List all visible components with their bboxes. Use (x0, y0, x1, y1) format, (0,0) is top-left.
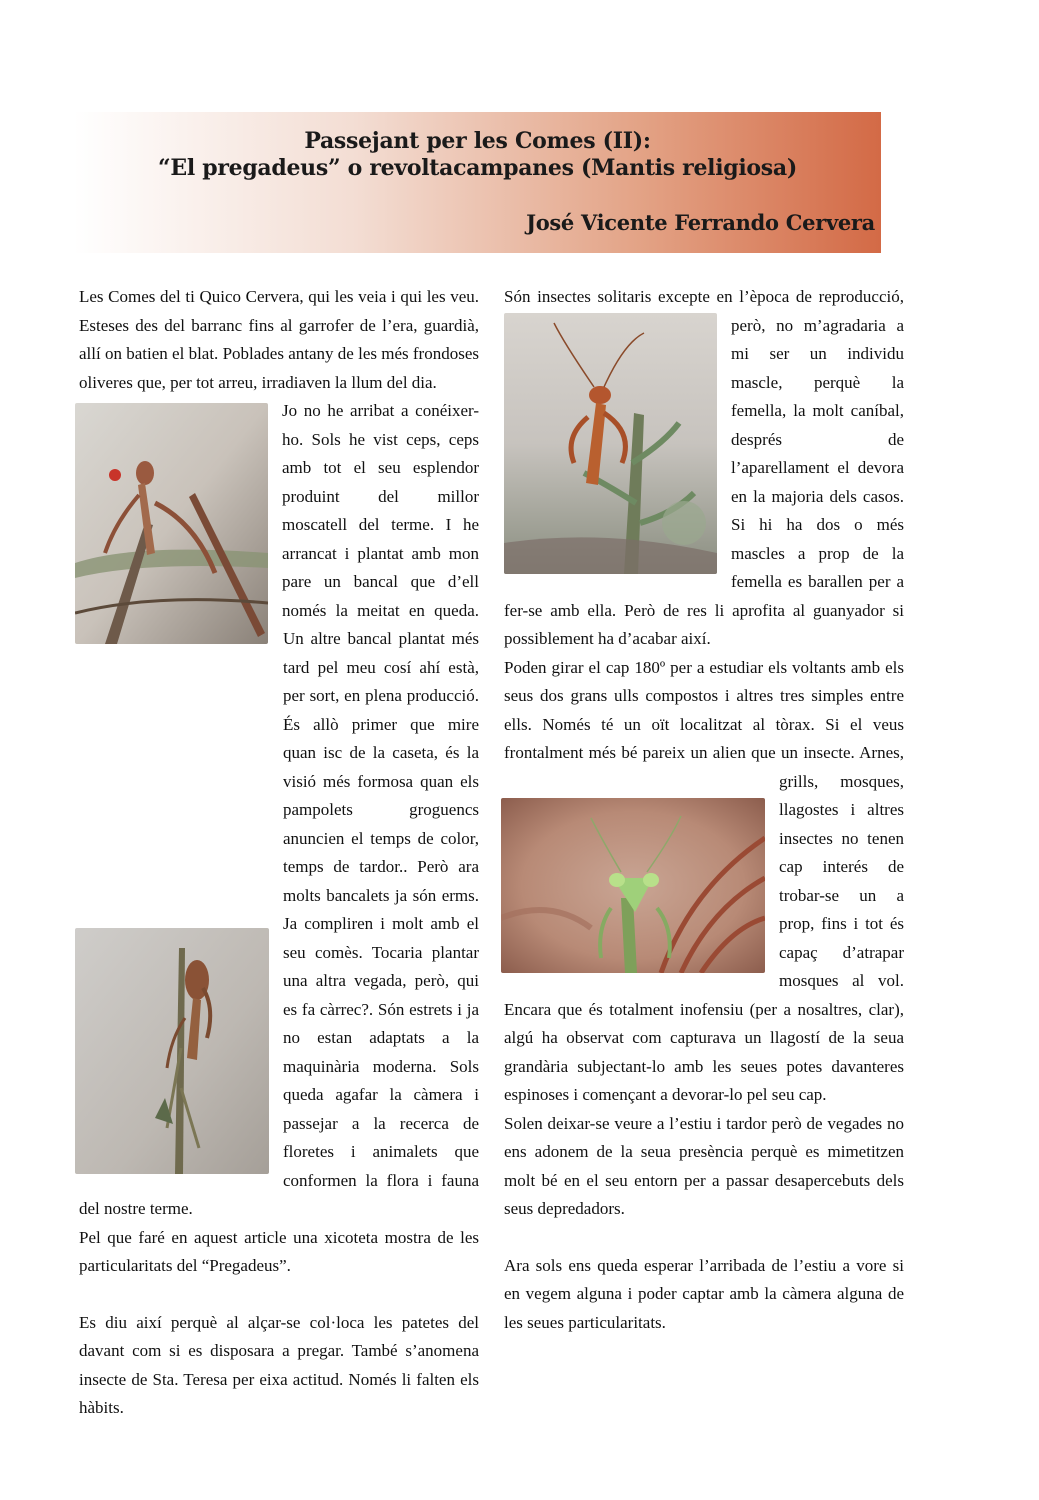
mantis-photo-3 (504, 313, 717, 574)
article-header (74, 112, 881, 253)
article-title-line-1: Passejant per les Comes (II): (304, 128, 651, 154)
left-lower-wrap (79, 397, 479, 1423)
right-paragraph-2: Poden girar el cap 180º per a estudiar els voltants amb els seus dos grans ulls compostos i altres tres simples entre ells. Només té un oït localitzat al tòrax. Si el veus frontalment més bé pareix un alien que un insecte. Arnes, grills, mosques, llagostes i altres insectes no tenen cap interés de trobar-se un a prop, fins i tot és capaç d’atrapar mosques al vol. Encara que és totalment inofensiu (per a nosaltres, clar), algú ha observat com capturava un llagostí de la seua grandària subjectant-lo amb les seues potes davanteres espinoses i començant a devorar-lo pel seu cap. (504, 657, 904, 1104)
right-paragraph-2-wrap (504, 654, 904, 1110)
left-paragraph-1: Les Comes del ti Quico Cervera, qui les veia i qui les veu. Esteses des del barranc fins al garrofer de l’era, guardià, allí on batien el blat. Poblades antany de les més frondoses oliveres que, per tot arreu, irradiaven la llum del dia. (79, 287, 479, 392)
right-column (504, 283, 904, 1337)
left-paragraph-4: Es diu així perquè al alçar-se col·loca les patetes del davant com si es disposara a pregar. També s’anomena insecte de Sta. Teresa per eixa actitud. Només li falten els hàbits. (79, 1312, 479, 1417)
right-paragraph-3: Solen deixar-se veure a l’estiu i tardor però de vegades no ens adonem de la seua presència perquè es mimetitzen molt bé en el seu entorn per a passar desapercebuts dels seus depredadors. (504, 1113, 904, 1218)
article-title-line-2: “El pregadeus” o revoltacampanes (Mantis religiosa) (158, 155, 797, 181)
left-column (79, 283, 479, 1423)
right-paragraph-1: Són insectes solitaris excepte en l’època de reproducció, però, no m’agradaria a mi ser un individu mascle, perquè la femella, la molt caníbal, després de l’aparellament el devora en la majoria dels casos. Si hi ha dos o més mascles a prop de la femella es barallen per a fer-se amb ella. Però de res li aprofita al guanyador si possiblement ha d’acabar així. (504, 287, 904, 648)
left-spacer-2 (79, 1281, 479, 1309)
left-paragraph-3: Pel que faré en aquest article una xicoteta mostra de les particularitats del “Pregadeus”. (79, 1227, 479, 1275)
mantis-photo-2 (75, 928, 269, 1174)
mantis-photo-1 (75, 403, 268, 644)
article-author: José Vicente Ferrando Cervera (526, 210, 875, 235)
mantis-photo-4 (501, 798, 765, 973)
right-paragraph-4: Ara sols ens queda esperar l’arribada de l’estiu a vore si en vegem alguna i poder captar amb la càmera alguna de les seues particularitats. (504, 1255, 904, 1332)
right-spacer (504, 1224, 904, 1252)
left-paragraph-2-text: Jo no he arribat a conéixer-ho. Sols he vist ceps, ceps amb tot el seu esplendor produint del millor moscatell del terme. I he arrancat i plantat amb mon pare un bancal que d’ell només la meitat en queda. Un altre bancal plantat més tard pel meu cosí ahí està, per sort, en plena producció. És allò primer que mire quan isc de la caseta, és la visió més formosa quan els pampolets groguencs anuncien el temps de color, temps de tardor.. Però ara molts bancalets ja són erms. Ja compliren i molt amb el seu comès. Tocaria plantar una altra vegada, però, qui es fa càrrec?. Són estrets i ja no estan adaptats a la maquinària moderna. Sols queda agafar la càmera i passejar a la recerca de floretes i animalets que conformen la flora i fauna del nostre terme. (79, 401, 479, 1218)
